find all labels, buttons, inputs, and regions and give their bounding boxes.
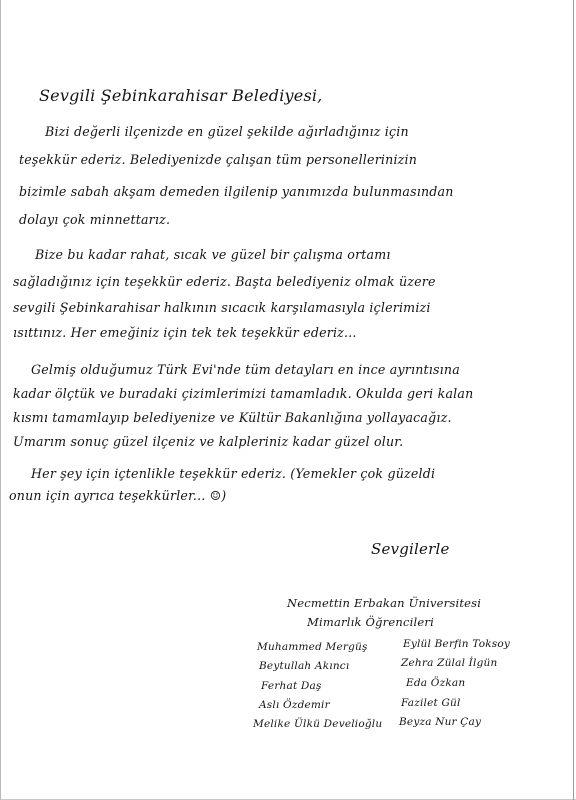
paragraph-3-line-3: kısmı tamamlayıp belediyenize ve Kültür Bakanlığına yollayacağız. xyxy=(13,410,452,425)
paragraph-2-line-3: sevgili Şebinkarahisar halkının sıcacık karşılamasıyla içlerimizi xyxy=(13,300,431,315)
student-name-left: Muhammed Mergüş xyxy=(257,641,368,653)
student-name-right: Eylül Berfin Toksoy xyxy=(403,638,511,650)
student-name-right: Zehra Zülal İlgün xyxy=(401,657,498,669)
paragraph-3-line-1: Gelmiş olduğumuz Türk Evi'nde tüm detayları en ince ayrıntısına xyxy=(31,362,460,377)
paragraph-4-line-1: Her şey için içtenlikle teşekkür ederiz. (Yemekler çok güzeldi xyxy=(31,466,436,481)
paragraph-1-line-4: dolayı çok minnettarız. xyxy=(19,212,171,227)
paragraph-4-line-2: onun için ayrıca teşekkürler... ☺) xyxy=(9,488,227,503)
student-name-left: Ferhat Daş xyxy=(261,680,322,692)
student-name-right: Beyza Nur Çay xyxy=(399,716,482,728)
paragraph-1-line-3: bizimle sabah akşam demeden ilgilenip yanımızda bulunmasından xyxy=(19,184,454,199)
paragraph-2-line-1: Bize bu kadar rahat, sıcak ve güzel bir çalışma ortamı xyxy=(35,247,391,262)
letter-salutation: Sevgili Şebinkarahisar Belediyesi, xyxy=(39,86,323,105)
student-name-left: Aslı Özdemir xyxy=(259,699,330,711)
student-name-left: Melike Ülkü Develioğlu xyxy=(253,718,383,730)
page-edge-line xyxy=(573,0,574,800)
letter-closing: Sevgilerle xyxy=(371,540,450,558)
student-name-left: Beytullah Akıncı xyxy=(259,660,350,672)
paragraph-3-line-4: Umarım sonuç güzel ilçeniz ve kalpleriniz kadar güzel olur. xyxy=(13,434,404,449)
signature-university: Necmettin Erbakan Üniversitesi xyxy=(287,596,482,610)
paragraph-1-line-1: Bizi değerli ilçenizde en güzel şekilde ağırladığınız için xyxy=(45,124,409,139)
paragraph-2-line-2: sağladığınız için teşekkür ederiz. Başta belediyeniz olmak üzere xyxy=(13,274,436,289)
paragraph-2-line-4: ısıttınız. Her emeğiniz için tek tek teşekkür ederiz... xyxy=(13,325,357,340)
student-name-right: Fazilet Gül xyxy=(401,697,461,709)
paragraph-3-line-2: kadar ölçtük ve buradaki çizimlerimizi tamamladık. Okulda geri kalan xyxy=(13,386,474,401)
paragraph-1-line-2: teşekkür ederiz. Belediyenizde çalışan tüm personellerinizin xyxy=(19,152,418,167)
student-name-right: Eda Özkan xyxy=(406,677,466,689)
signature-department: Mimarlık Öğrencileri xyxy=(307,615,434,629)
